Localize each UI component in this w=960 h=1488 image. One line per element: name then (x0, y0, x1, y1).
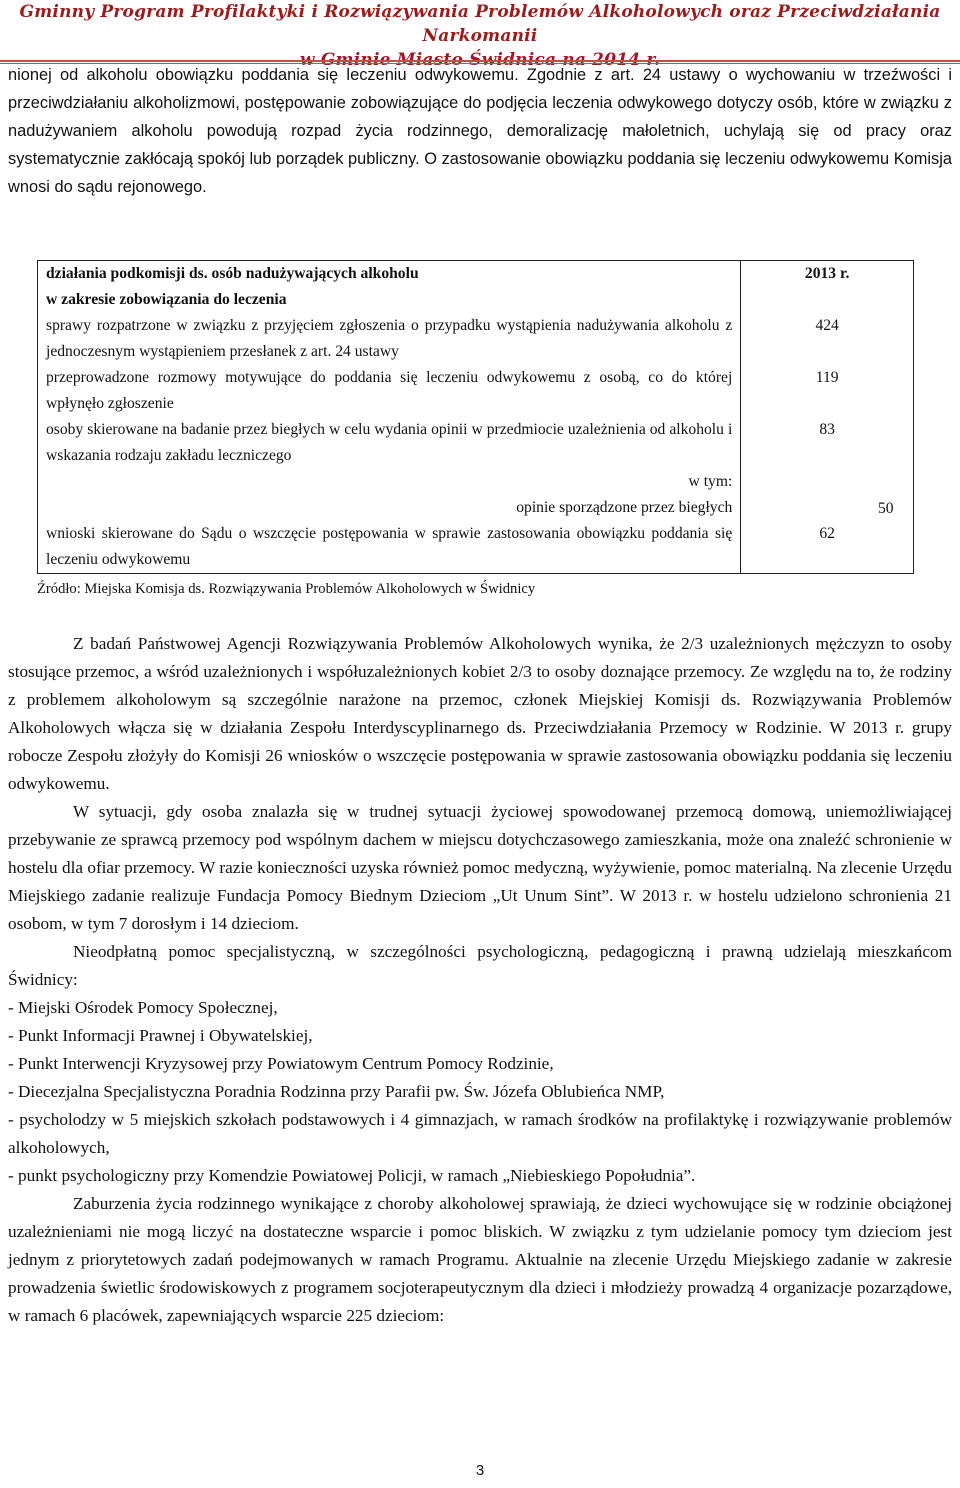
table-row (38, 365, 914, 417)
table-row-value: 62 (741, 521, 914, 574)
header-title: Gminny Program Profilaktyki i Rozwiązywania Problemów Alkoholowych oraz Przeciwdziałania Narkomanii (19, 2, 941, 46)
table-row-label-text: osoby skierowane na badanie przez biegłych w celu wydania opinii w przedmiocie uzależnienia od alkoholu i wskazania rodzaju zakładu leczniczego (46, 421, 733, 464)
body-text (8, 630, 952, 1330)
intro-text: nionej od alkoholu obowiązku poddania się leczeniu odwykowemu. Zgodnie z art. 24 ustawy o wychowaniu w trzeźwości i przeciwdziałaniu alkoholizmowi, postępowanie zobowiązujące do podjęcia leczenia odwykowego dotyczy osób, które w związku z nadużywaniem alkoholu powodują rozpad życia rodzinnego, demoralizację małoletnich, uchylają się od pracy oraz systematycznie zakłócają spokój lub porządek publiczny. O zastosowanie obowiązku poddania się leczeniu odwykowemu Komisja wnosi do sądu rejonowego. (8, 66, 952, 196)
table-sub-row-label: opinie sporządzone przez biegłych (516, 499, 733, 516)
list-item: - Punkt Informacji Prawnej i Obywatelskiej, (8, 1026, 313, 1045)
table-row-label: sprawy rozpatrzone w związku z przyjęciem zgłoszenia o przypadku wystąpienia nadużywania alkoholu z jednoczesnym wystąpieniem przesłanek z art. 24 ustawy (38, 313, 741, 365)
table-sub-label: w tym: (688, 473, 733, 490)
table-row-label (38, 417, 741, 521)
table-row-label: przeprowadzone rozmowy motywujące do poddania się leczeniu odwykowemu z osobą, co do której wpłynęło zgłoszenie (38, 365, 741, 417)
table-header-line2: w zakresie zobowiązania do leczenia (46, 291, 287, 308)
page-header (0, 0, 960, 70)
header-subtitle: w Gminie Miasto Świdnica na 2014 r. (299, 50, 661, 70)
paragraph: Z badań Państwowej Agencji Rozwiązywania Problemów Alkoholowych wynika, że 2/3 uzależnionych mężczyzn to osoby stosujące przemoc, a wśród uzależnionych i współuzależnionych kobiet 2/3 to osoby doznające przemocy. Ze względu na to, że rodziny z problemem alkoholowym są szczególnie narażone na przemoc, członek Miejskiej Komisji ds. Rozwiązywania Problemów Alkoholowych włącza się w działania Zespołu Interdyscyplinarnego ds. Przeciwdziałania Przemocy w Rodzinie. W 2013 r. grupy robocze Zespołu złożyły do Komisji 26 wniosków o wszczęcie postępowania w sprawie zastosowania obowiązku poddania się leczeniu odwykowemu. (8, 634, 952, 793)
list-item: - Diecezjalna Specjalistyczna Poradnia Rodzinna przy Parafii pw. Św. Józefa Oblubieńca NMP, (8, 1082, 665, 1101)
paragraph: W sytuacji, gdy osoba znalazła się w trudnej sytuacji życiowej spowodowanej przemocą domową, uniemożliwiającej przebywanie ze sprawcą przemocy pod wspólnym dachem w miejscu dotychczasowego zamieszkania, może ona znaleźć schronienie w hostelu dla ofiar przemocy. W razie konieczności uzyska również pomoc medyczną, wyżywienie, pomoc materialną. Na zlecenie Urzędu Miejskiego zadanie realizuje Fundacja Pomocy Biednym Dzieciom „Ut Unum Sint”. W 2013 r. w hostelu udzielono schronienia 21 osobom, w tym 7 dorosłym i 14 dzieciom. (8, 802, 952, 933)
table-row (38, 417, 914, 521)
list-item: - Punkt Interwencji Kryzysowej przy Powiatowym Centrum Pomocy Rodzinie, (8, 1054, 554, 1073)
list-item: - Miejski Ośrodek Pomocy Społecznej, (8, 998, 278, 1017)
table-source: Źródło: Miejska Komisja ds. Rozwiązywania Problemów Alkoholowych w Świdnicy (37, 581, 536, 597)
table-header-row (38, 261, 914, 314)
table-row-value: 424 (741, 313, 914, 365)
paragraph: Nieodpłatną pomoc specjalistyczną, w szczególności psychologiczną, pedagogiczną i prawną udzielają mieszkańcom Świdnicy: (8, 942, 952, 989)
table-header-cell (38, 261, 741, 314)
table-row-label: wnioski skierowane do Sądu o wszczęcie postępowania w sprawie zastosowania obowiązku poddania się leczeniu odwykowemu (38, 521, 741, 574)
table-row (38, 521, 914, 574)
list-item: - punkt psychologiczny przy Komendzie Powiatowej Policji, w ramach „Niebieskiego Popołudnia”. (8, 1166, 696, 1185)
commission-table (37, 260, 914, 574)
intro-paragraph (8, 61, 952, 201)
list-item: - psycholodzy w 5 miejskich szkołach podstawowych i 4 gimnazjach, w ramach środków na profilaktykę i rozwiązywanie problemów alkoholowych, (8, 1110, 952, 1157)
table-year-header: 2013 r. (741, 261, 914, 314)
table-row-value: 83 (741, 417, 914, 521)
table-sub-row-value: 50 (878, 500, 894, 517)
table-row-value: 119 (741, 365, 914, 417)
table-row (38, 313, 914, 365)
paragraph: Zaburzenia życia rodzinnego wynikające z choroby alkoholowej sprawiają, że dzieci wychowujące się w rodzinie obciążonej uzależnieniami nie mogą liczyć na dostateczne wsparcie i pomoc bliskich. W związku z tym udzielanie pomocy tym dzieciom jest jednym z priorytetowych zadań podejmowanych w ramach Programu. Aktualnie na zlecenie Urzędu Miejskiego zadanie w zakresie prowadzenia świetlic środowiskowych z programem socjoterapeutycznym dla dzieci i młodzieży prowadzą 4 organizacje pozarządowe, w ramach 6 placówek, zapewniających wsparcie 225 dzieciom: (8, 1194, 952, 1325)
table-header-line1: działania podkomisji ds. osób nadużywających alkoholu (46, 265, 419, 282)
page-number: 3 (475, 1462, 485, 1479)
